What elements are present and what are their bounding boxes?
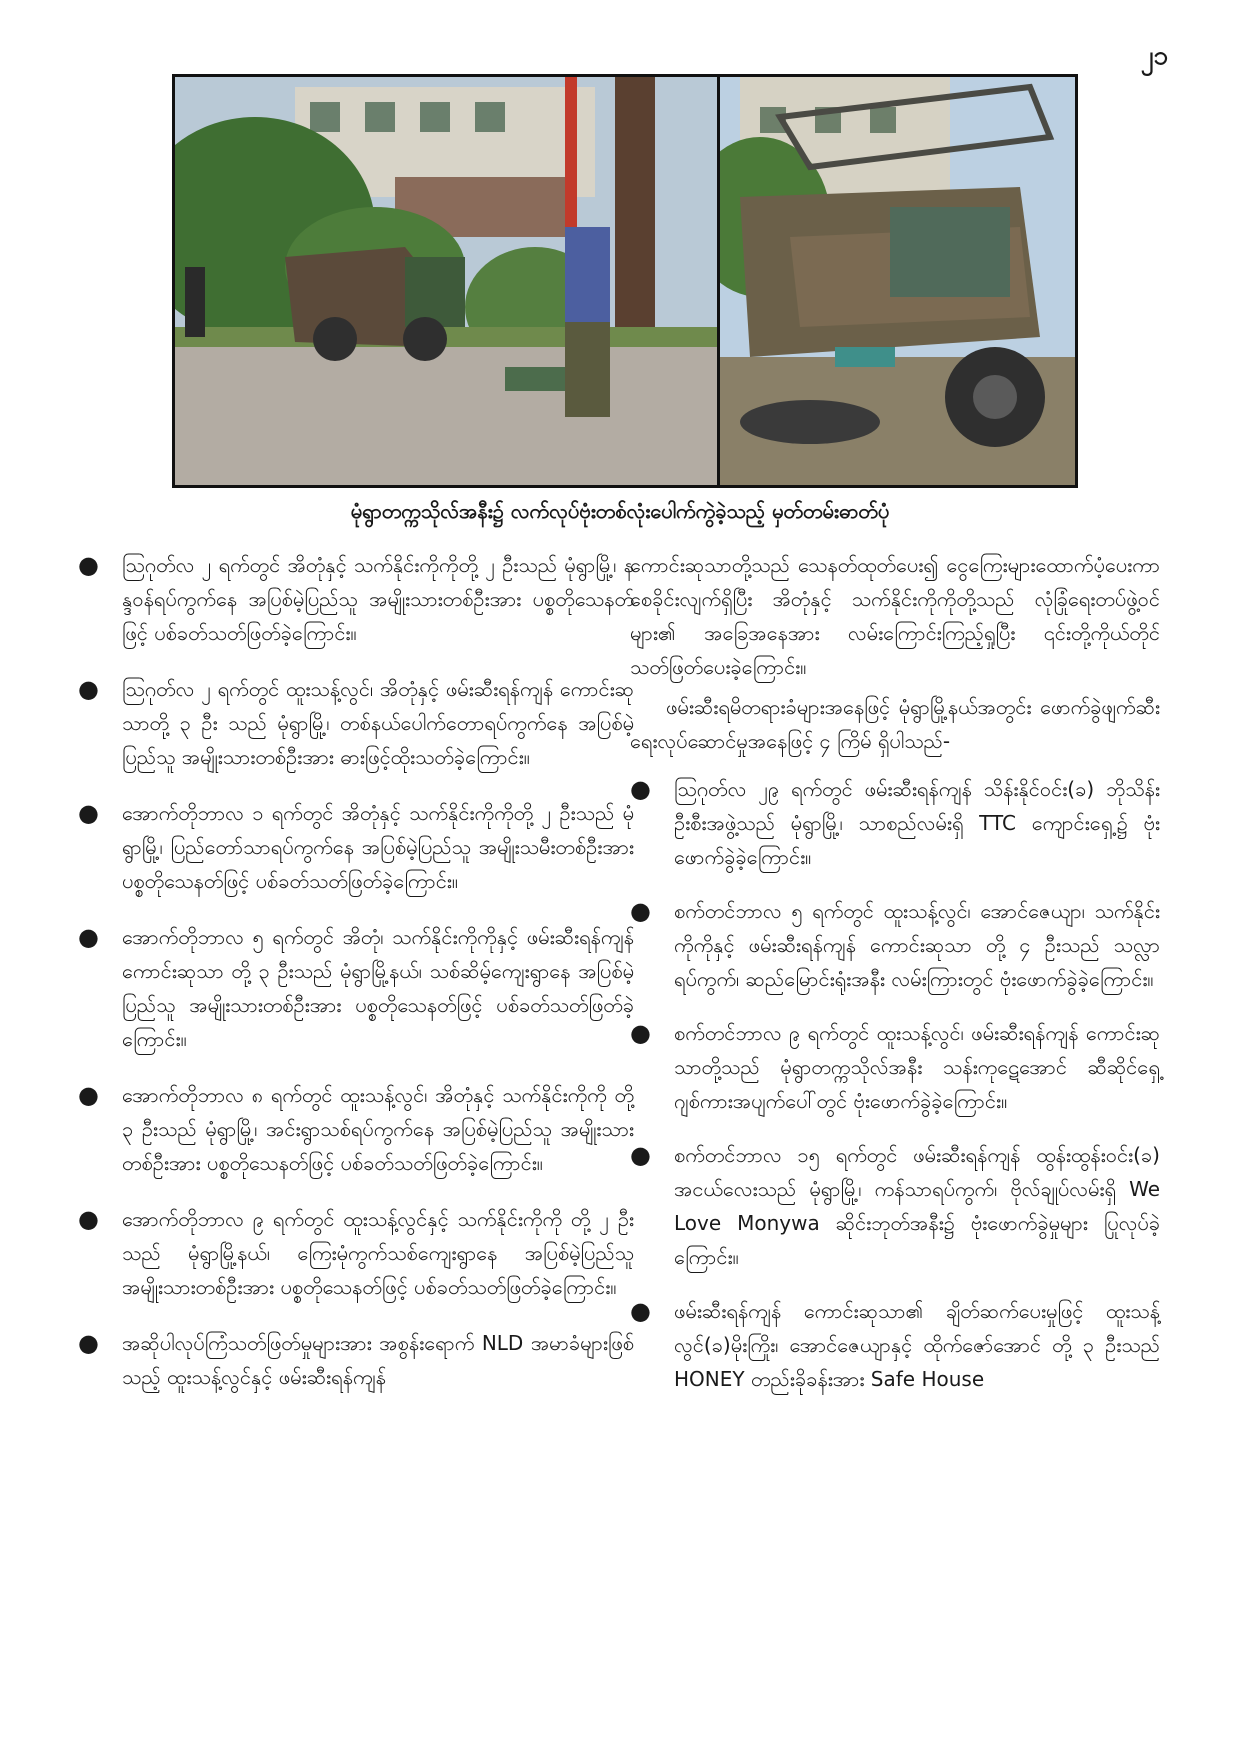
list-item [630,1294,1160,1396]
wreck-photo-street-image [175,77,717,485]
bullet-icon: ● [78,1081,99,1109]
list-item [78,1326,634,1394]
list-item-text: စက်တင်ဘာလ ၅ ရက်တွင် ထူးသန့်လွင်၊ အောင်ဇေယျာ၊ သက်နိုင်းကိုကိုနှင့် ဖမ်းဆီးရန်ကျန် ကောင်းဆုသာ တို့ ၄ ဦးသည် သလ္လာရပ်ကွက်၊ ဆည်မြောင်းရုံးအနီး လမ်းကြားတွင် ဗုံးဖောက်ခွဲခဲ့ကြောင်း။ [674,899,1160,991]
list-item-text: စက်တင်ဘာလ ၁၅ ရက်တွင် ဖမ်းဆီးရန်ကျန် ထွန်းထွန်းဝင်း(ခ) အငယ်လေးသည် မုံရွာမြို့၊ ကန်သာရပ်ကွက်၊ ဗိုလ်ချုပ်လမ်းရှိ We Love Monywa ဆိုင်းဘုတ်အနီး၌ ဗုံးဖောက်ခွဲမှုများ ပြုလုပ်ခဲ့ကြောင်း။ [674,1143,1160,1269]
bullet-icon: ● [78,1329,99,1357]
bullet-icon: ● [630,1297,651,1325]
bullet-icon: ● [630,1141,651,1169]
photo-caption: မုံရွာတက္ကသိုလ်အနီး၌ လက်လုပ်ဗုံးတစ်လုံးပေါက်ကွဲခဲ့သည့် မှတ်တမ်းဓာတ်ပုံ [350,499,890,523]
bullet-icon: ● [630,897,651,925]
list-item-text: အဆိုပါလုပ်ကြံသတ်ဖြတ်မှုများအား အစွန်းရောက် NLD အမာခံများဖြစ်သည့် ထူးသန့်လွင်နှင့် ဖမ်းဆီးရန်ကျန် [122,1331,634,1389]
list-item [78,672,634,774]
list-item-text: စက်တင်ဘာလ ၉ ရက်တွင် ထူးသန့်လွင်၊ ဖမ်းဆီးရန်ကျန် ကောင်းဆုသာတို့သည် မုံရွာတက္ကသိုလ်အနီး သန်းကုဋေအောင် ဆီဆိုင်ရှေ့ ဂျစ်ကားအပျက်ပေါ်တွင် ဗုံးဖောက်ခွဲခဲ့ကြောင်း။ [674,1021,1160,1113]
page-number: ၂၁ [1140,41,1168,71]
list-item [78,1202,634,1304]
right-column [630,548,1160,1416]
list-item-text: အောက်တိုဘာလ ၅ ရက်တွင် အိတုံ၊ သက်နိုင်းကိုကိုနှင့် ဖမ်းဆီးရန်ကျန် ကောင်းဆုသာ တို့ ၃ ဦးသည် မုံရွာမြို့နယ်၊ သစ်ဆိမ့်ကျေးရွာနေ အပြစ်မဲ့ပြည်သူ အမျိုးသားတစ်ဦးအား ပစ္စတိုသေနတ်ဖြင့် ပစ်ခတ်သတ်ဖြတ်ခဲ့ကြောင်း။ [122,925,634,1051]
wreck-photo-closeup [720,77,1075,485]
list-item [630,1016,1160,1118]
list-item [630,772,1160,874]
left-column [78,548,634,1416]
list-item-text: အောက်တိုဘာလ ၁ ရက်တွင် အိတုံနှင့် သက်နိုင်းကိုကိုတို့ ၂ ဦးသည် မုံရွာမြို့၊ ပြည်တော်သာရပ်ကွက်နေ အပြစ်မဲ့ပြည်သူ အမျိုးသမီးတစ်ဦးအား ပစ္စတိုသေနတ်ဖြင့် ပစ်ခတ်သတ်ဖြတ်ခဲ့ကြောင်း။ [122,801,634,893]
list-item [630,894,1160,996]
list-item [78,796,634,898]
intro-paragraph: ဖမ်းဆီးရမိတရားခံများအနေဖြင့် မုံရွာမြို့နယ်အတွင်း ဖောက်ခွဲဖျက်ဆီးရေးလုပ်ဆောင်မှုအနေဖြင့် ၄ ကြိမ် ရှိပါသည်- [630,695,1160,753]
bullet-icon: ● [78,675,99,703]
list-item-text: ဩဂုတ်လ ၂ ရက်တွင် ထူးသန့်လွင်၊ အိတုံနှင့် ဖမ်းဆီးရန်ကျန် ကောင်းဆုသာတို့ ၃ ဦး သည် မုံရွာမြို့၊ တစ်နယ်ပေါက်တောရပ်ကွက်နေ အပြစ်မဲ့ပြည်သူ အမျိုးသားတစ်ဦးအား ဓားဖြင့်ထိုးသတ်ခဲ့ကြောင်း။ [122,677,634,769]
continuation-paragraph: ကောင်းဆုသာတို့သည် သေနတ်ထုတ်ပေး၍ ငွေကြေးများထောက်ပံ့ပေးကာ စေခိုင်းလျက်ရှိပြီး အိတုံနှင့် သက်နိုင်းကိုကိုတို့သည် လုံခြုံရေးတပ်ဖွဲ့ဝင်များ၏ အခြေအနေအား လမ်းကြောင်းကြည့်ရှုပြီး ၎င်းတို့ကိုယ်တိုင်သတ်ဖြတ်ပေးခဲ့ကြောင်း။ [630,553,1160,679]
bullet-icon: ● [630,1019,651,1047]
bullet-icon: ● [78,799,99,827]
list-item [630,1138,1160,1274]
list-item [78,1078,634,1180]
list-item-text: အောက်တိုဘာလ ၈ ရက်တွင် ထူးသန့်လွင်၊ အိတုံနှင့် သက်နိုင်းကိုကို တို့ ၃ ဦးသည် မုံရွာမြို့၊ အင်းရွာသစ်ရပ်ကွက်နေ အပြစ်မဲ့ပြည်သူ အမျိုးသားတစ်ဦးအား ပစ္စတိုသေနတ်ဖြင့် ပစ်ခတ်သတ်ဖြတ်ခဲ့ကြောင်း။ [122,1083,634,1175]
list-item-text: ဩဂုတ်လ ၂ ရက်တွင် အိတုံနှင့် သက်နိုင်းကိုကိုတို့ ၂ ဦးသည် မုံရွာမြို့၊ နန္ဒဝန်ရပ်ကွက်နေ အပြစ်မဲ့ပြည်သူ အမျိုးသားတစ်ဦးအား ပစ္စတိုသေနတ်ဖြင့် ပစ်ခတ်သတ်ဖြတ်ခဲ့ကြောင်း။ [122,553,634,645]
photo-pair [172,74,1078,488]
list-item-text: အောက်တိုဘာလ ၉ ရက်တွင် ထူးသန့်လွင်နှင့် သက်နိုင်းကိုကို တို့ ၂ ဦးသည် မုံရွာမြို့နယ်၊ ကြေးမုံကွက်သစ်ကျေးရွာနေ အပြစ်မဲ့ပြည်သူ အမျိုးသားတစ်ဦးအား ပစ္စတိုသေနတ်ဖြင့် ပစ်ခတ်သတ်ဖြတ်ခဲ့ကြောင်း။ [122,1207,634,1299]
bullet-icon: ● [78,551,99,579]
bullet-icon: ● [78,1205,99,1233]
wreck-photo-closeup-image [720,77,1075,485]
bullet-icon: ● [78,923,99,951]
wreck-photo-street [175,77,720,485]
list-item-text: ဖမ်းဆီးရန်ကျန် ကောင်းဆုသာ၏ ချိတ်ဆက်ပေးမှုဖြင့် ထူးသန့်လွင်(ခ)မိုးကြိုး၊ အောင်ဇေယျာနှင့် ထိုက်ဇော်အောင် တို့ ၃ ဦးသည် HONEY တည်းခိုခန်းအား Safe House [674,1299,1160,1391]
list-item-text: ဩဂုတ်လ ၂၉ ရက်တွင် ဖမ်းဆီးရန်ကျန် သိန်းနိုင်ဝင်း(ခ) ဘိုသိန်း ဦးစီးအဖွဲ့သည် မုံရွာမြို့၊ သာစည်လမ်းရှိ TTC ကျောင်းရှေ့၌ ဗုံးဖောက်ခွဲခဲ့ကြောင်း။ [674,777,1160,869]
bullet-icon: ● [630,775,651,803]
list-item [78,920,634,1056]
list-item [78,548,634,650]
